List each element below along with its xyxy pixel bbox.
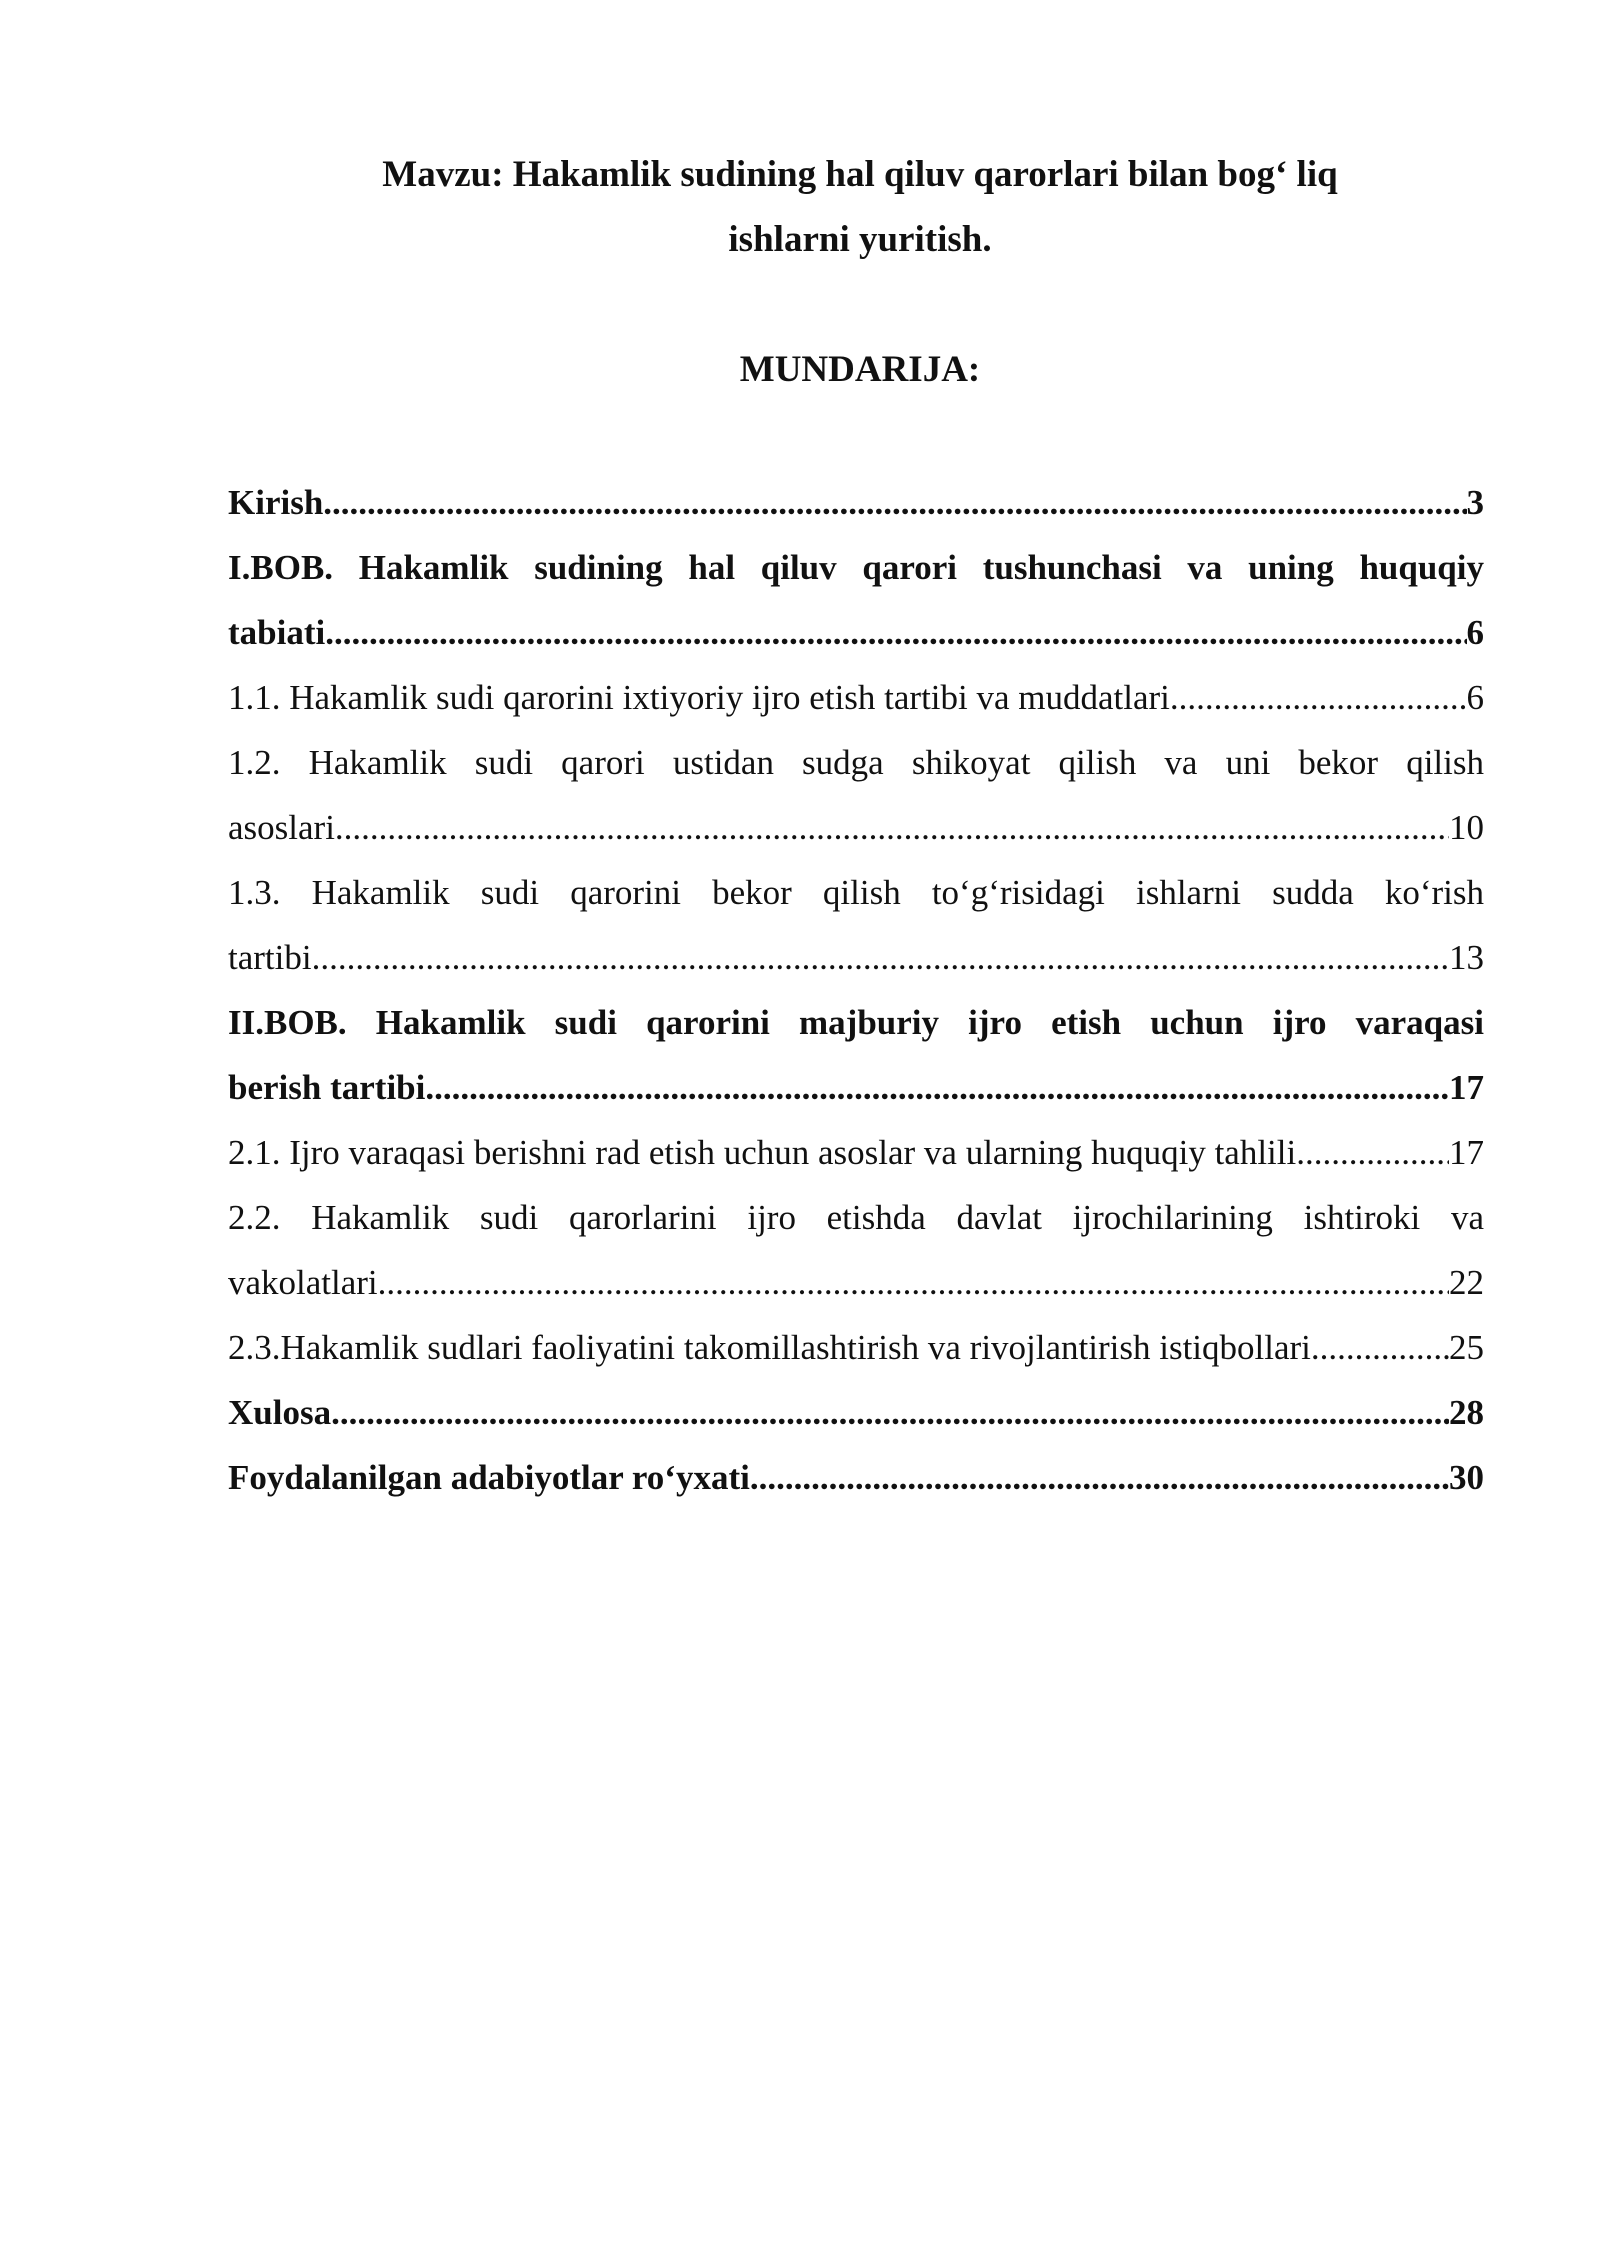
toc-dot-leader [331, 1380, 1449, 1445]
toc-entry-leader-line [228, 925, 1484, 990]
toc-page-number: 28 [1449, 1393, 1484, 1432]
toc-entry-title: Foydalanilgan adabiyotlar ro‘yxati [228, 1458, 750, 1497]
document-title [228, 142, 1492, 272]
toc-page-number: 3 [1466, 483, 1484, 522]
toc-dot-leader [425, 1055, 1449, 1120]
toc-entry-leader-line [228, 1055, 1484, 1120]
toc-page-number: 6 [1466, 613, 1484, 652]
toc-entry[interactable] [228, 1445, 1484, 1510]
toc-entry-title: tartibi [228, 938, 312, 977]
toc-page-number: 22 [1449, 1263, 1484, 1302]
toc-dot-leader [750, 1445, 1449, 1510]
toc-entry-leader-line [228, 470, 1484, 535]
toc-entry-leader-line [228, 1315, 1484, 1380]
toc-dot-leader [1311, 1315, 1449, 1380]
toc-entry-title: 1.1. Hakamlik sudi qarorini ixtiyoriy ijro etish tartibi va muddatlari [228, 678, 1170, 717]
toc-entry-title: Xulosa [228, 1393, 332, 1432]
toc-entry-leader-line [228, 1445, 1484, 1510]
toc-entry[interactable] [228, 665, 1484, 730]
toc-entry-title: vakolatlari [228, 1263, 378, 1302]
toc-entry[interactable] [228, 1315, 1484, 1380]
toc-entry-title: asoslari [228, 808, 335, 847]
toc-page-number: 10 [1449, 808, 1484, 847]
toc-dot-leader [325, 600, 1466, 665]
toc-entry[interactable] [228, 470, 1484, 535]
toc-entry[interactable] [228, 1380, 1484, 1445]
toc-entry-leader-line [228, 795, 1484, 860]
toc-page-number: 13 [1449, 938, 1484, 977]
toc-entry-leader-line [228, 665, 1484, 730]
toc-entry-title-line: 2.2. Hakamlik sudi qarorlarini ijro etishda davlat ijrochilarining ishtiroki va [228, 1198, 1484, 1237]
toc-dot-leader [335, 795, 1449, 860]
toc-entry[interactable] [228, 535, 1484, 665]
toc-entry-title-line: I.BOB. Hakamlik sudining hal qiluv qarori tushunchasi va uning huquqiy [228, 548, 1484, 587]
toc-entry-leader-line [228, 1120, 1484, 1185]
table-of-contents [228, 470, 1484, 1510]
toc-dot-leader [378, 1250, 1449, 1315]
toc-page-number: 17 [1449, 1068, 1484, 1107]
toc-page-number: 30 [1449, 1458, 1484, 1497]
toc-entry-leader-line [228, 1380, 1484, 1445]
toc-entry-title: Kirish [228, 483, 324, 522]
toc-entry-title-line: II.BOB. Hakamlik sudi qarorini majburiy ijro etish uchun ijro varaqasi [228, 1003, 1484, 1042]
toc-entry-leader-line [228, 600, 1484, 665]
toc-entry-title: tabiati [228, 613, 326, 652]
toc-entry-title-line: 1.3. Hakamlik sudi qarorini bekor qilish to‘g‘risidagi ishlarni sudda ko‘rish [228, 873, 1484, 912]
toc-entry-title: berish tartibi [228, 1068, 426, 1107]
toc-page-number: 25 [1449, 1328, 1484, 1367]
toc-dot-leader [1296, 1120, 1449, 1185]
toc-entry[interactable] [228, 860, 1484, 990]
toc-entry-title-line: 1.2. Hakamlik sudi qarori ustidan sudga shikoyat qilish va uni bekor qilish [228, 743, 1484, 782]
toc-entry[interactable] [228, 1120, 1484, 1185]
toc-dot-leader [1170, 665, 1467, 730]
toc-entry[interactable] [228, 1185, 1484, 1315]
toc-page-number: 17 [1449, 1133, 1484, 1172]
title-line-2: ishlarni yuritish. [728, 219, 992, 260]
toc-entry-leader-line [228, 1250, 1484, 1315]
toc-entry-title: 2.1. Ijro varaqasi berishni rad etish uchun asoslar va ularning huquqiy tahlili [228, 1133, 1297, 1172]
toc-entry[interactable] [228, 990, 1484, 1120]
toc-page-number: 6 [1466, 678, 1484, 717]
title-line-1: Mavzu: Hakamlik sudining hal qiluv qarorlari bilan bog‘ liq [382, 154, 1338, 195]
toc-entry[interactable] [228, 730, 1484, 860]
toc-entry-title: 2.3.Hakamlik sudlari faoliyatini takomillashtirish va rivojlantirish istiqbollari [228, 1328, 1311, 1367]
toc-dot-leader [323, 470, 1466, 535]
toc-dot-leader [312, 925, 1449, 990]
contents-heading: MUNDARIJA: [739, 349, 981, 390]
